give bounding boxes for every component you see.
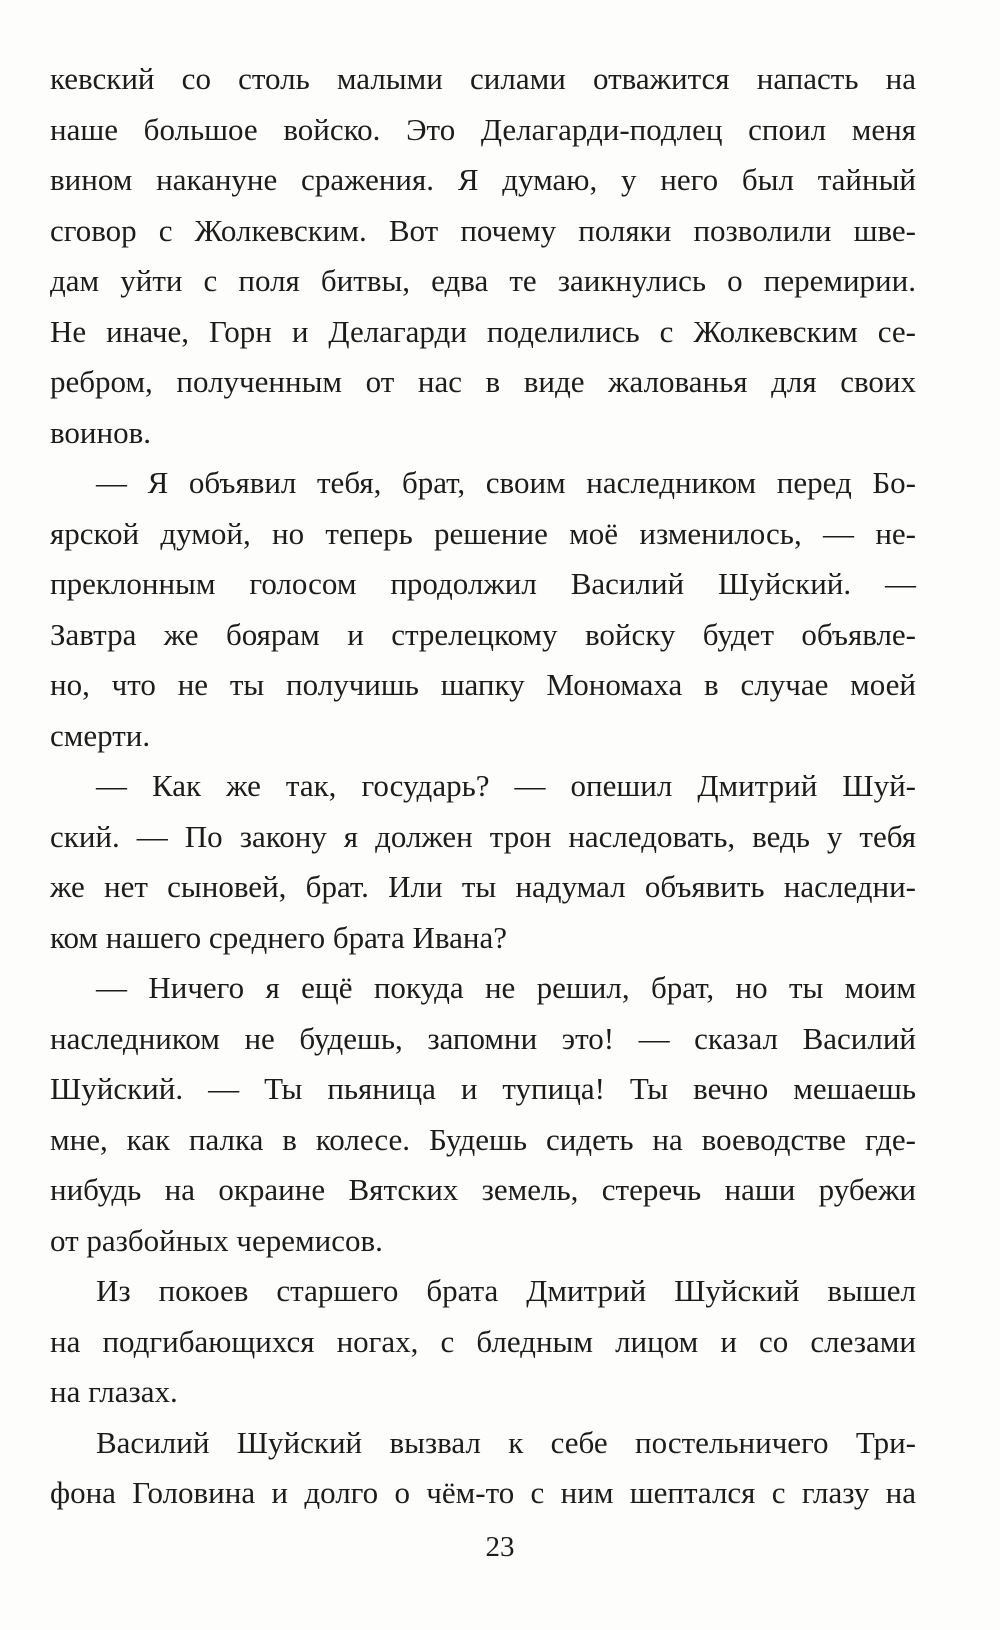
text-line: воинов. — [50, 414, 151, 450]
text-line: на глазах. — [50, 1374, 178, 1409]
paragraph — [50, 1266, 916, 1418]
text-line: наше большое войско. Это Делагарди-подлец споил меня — [50, 111, 916, 147]
text-line: — Ничего я ещё покуда не решил, брат, но ты моим — [96, 970, 916, 1005]
text-line: преклонным голосом продолжил Василий Шуйский. — — [50, 566, 916, 601]
paragraph — [50, 458, 916, 761]
text-line: ский. — По закону я должен трон наследовать, ведь у тебя — [50, 818, 916, 854]
text-line: на подгибающихся ногах, с бледным лицом и со слезами — [50, 1323, 916, 1359]
body-text — [50, 54, 916, 1519]
text-line: ком нашего среднего брата Ивана? — [50, 919, 508, 955]
text-line: мне, как палка в колесе. Будешь сидеть на воеводстве где- — [50, 1121, 916, 1157]
text-line: сговор с Жолкевским. Вот почему поляки позволили шве- — [50, 212, 916, 248]
text-line: нибудь на окраине Вятских земель, стеречь наши рубежи — [50, 1172, 916, 1207]
text-line: — Как же так, государь? — опешил Дмитрий Шуй- — [96, 768, 916, 803]
text-line: дам уйти с поля битвы, едва те заикнулись о перемирии. — [50, 263, 916, 298]
text-line: Из покоев старшего брата Дмитрий Шуйский вышел — [96, 1273, 916, 1308]
page-number: 23 — [485, 1531, 515, 1563]
text-line: Завтра же боярам и стрелецкому войску будет объявле- — [50, 616, 916, 652]
paragraph — [50, 54, 916, 458]
paragraph — [50, 761, 916, 963]
text-line: смерти. — [50, 717, 151, 753]
text-line: — Я объявил тебя, брат, своим наследником перед Бо- — [96, 465, 916, 500]
text-line: ребром, полученным от нас в виде жалованья для своих — [50, 364, 916, 399]
text-line: фона Головина и долго о чём-то с ним шептался с глазу на — [50, 1475, 916, 1510]
text-line: кевский со столь малыми силами отважится напасть на — [50, 61, 916, 96]
text-line: Не иначе, Горн и Делагарди поделились с Жолкевским се- — [50, 313, 916, 349]
text-line: вином накануне сражения. Я думаю, у него был тайный — [50, 162, 916, 197]
paragraph — [50, 1418, 916, 1519]
text-line: наследником не будешь, запомни это! — сказал Василий — [50, 1020, 916, 1056]
text-line: но, что не ты получишь шапку Мономаха в случае моей — [50, 667, 916, 702]
text-line: от разбойных черемисов. — [50, 1222, 383, 1258]
paragraph — [50, 963, 916, 1266]
text-line: Василий Шуйский вызвал к себе постельничего Три- — [96, 1424, 916, 1460]
text-line: Шуйский. — Ты пьяница и тупица! Ты вечно мешаешь — [50, 1071, 916, 1106]
text-line: ярской думой, но теперь решение моё изменилось, — не- — [50, 515, 916, 551]
text-line: же нет сыновей, брат. Или ты надумал объявить наследни- — [50, 869, 916, 904]
